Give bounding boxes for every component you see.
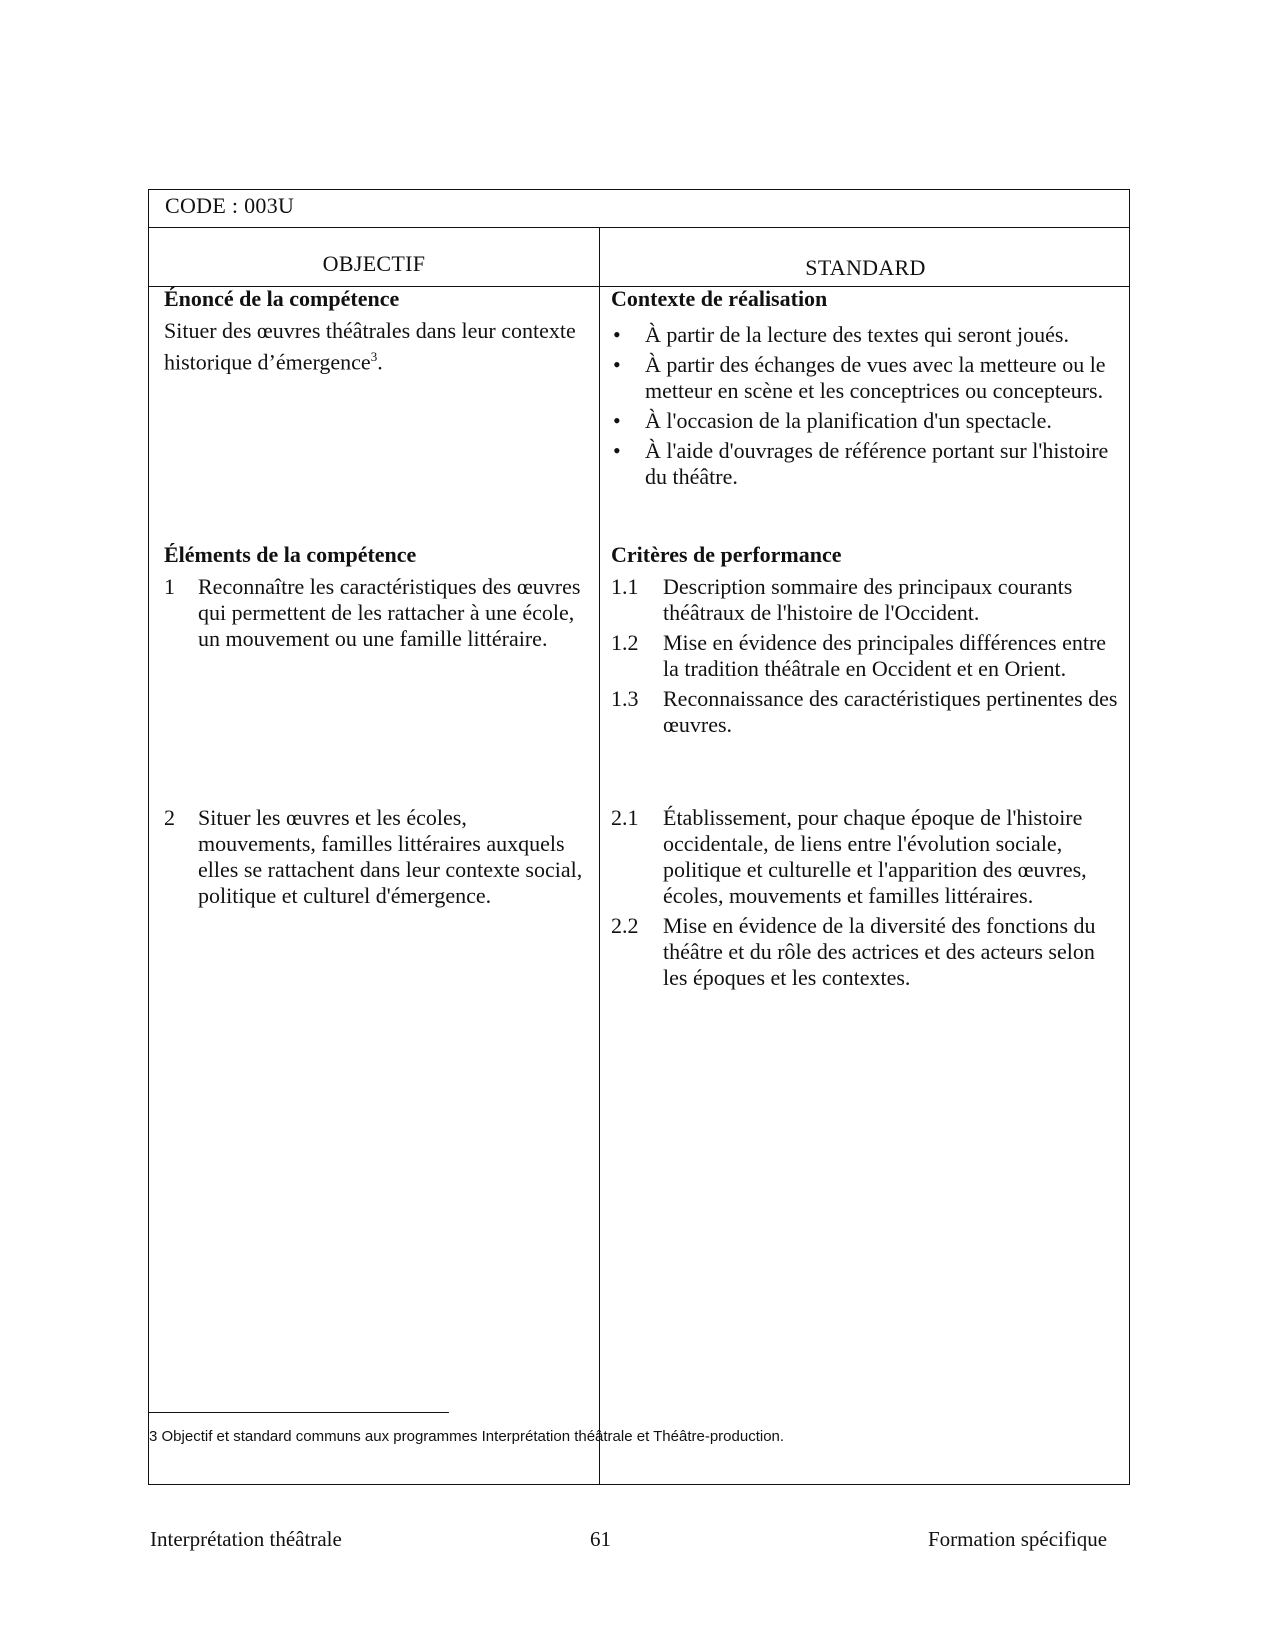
bullet-icon: • [613,352,621,377]
element-number: 1 [164,574,175,599]
contexte-item [611,322,1121,348]
critere-number: 2.2 [611,913,639,938]
enonce-text: Situer des œuvres théâtrales dans leur contexte historique d’émergence [164,318,576,375]
element-number: 2 [164,805,175,830]
column-divider [599,228,600,1484]
critere-item [611,630,1121,682]
critere-text: Mise en évidence des principales différences entre la tradition théâtrale en Occident et en Orient. [663,630,1107,681]
critere-number: 1.2 [611,630,639,655]
critere-item [611,574,1121,626]
elements-title: Éléments de la compétence [164,542,417,567]
element-item [164,805,589,909]
contexte-item-text: À l'aide d'ouvrages de référence portant sur l'histoire du théâtre. [645,438,1109,489]
code-row [149,190,1129,228]
contexte-title: Contexte de réalisation [611,286,828,311]
enonce-title: Énoncé de la compétence [164,286,400,311]
competency-code: CODE : 003U [165,193,295,218]
contexte-item [611,408,1121,434]
critere-number: 2.1 [611,805,639,830]
element-text: Situer les œuvres et les écoles, mouvements, familles littéraires auxquels elles se rattachent dans leur contexte social, politique et culturel d'émergence. [198,805,583,908]
element-item [164,574,589,652]
footnote-rule [149,1412,449,1413]
page-number: 61 [590,1527,611,1551]
critere-number: 1.1 [611,574,639,599]
objectif-header: OBJECTIF [322,251,426,276]
contexte-item [611,352,1121,404]
footer-program: Interprétation théâtrale [150,1527,342,1551]
critere-item [611,913,1121,991]
standard-header: STANDARD [805,255,926,280]
critere-text: Reconnaissance des caractéristiques pertinentes des œuvres. [663,686,1118,737]
bullet-icon: • [613,438,621,463]
element-item-2-wrap [164,805,589,909]
critere-text: Établissement, pour chaque époque de l'histoire occidentale, de liens entre l'évolution sociale, politique et culturelle et l'apparition des œuvres, écoles, mouvements et familles littéraires. [663,805,1087,908]
elements-section [164,542,589,652]
bullet-icon: • [613,322,621,347]
footer-section: Formation spécifique [928,1527,1108,1551]
footnote-ref: 3 [370,349,378,364]
criteres-section-2 [611,805,1121,995]
critere-text: Mise en évidence de la diversité des fonctions du théâtre et du rôle des actrices et des acteurs selon les époques et les contextes. [663,913,1096,990]
contexte-item-text: À l'occasion de la planification d'un spectacle. [645,408,1052,433]
critere-text: Description sommaire des principaux courants théâtraux de l'histoire de l'Occident. [663,574,1073,625]
enonce-section [164,286,589,375]
contexte-list [611,322,1121,490]
enonce-end: . [377,349,383,375]
contexte-item-text: À partir de la lecture des textes qui seront joués. [645,322,1069,347]
contexte-section [611,286,1121,494]
footnote: 3 Objectif et standard communs aux programmes Interprétation théâtrale et Théâtre-production. [149,1428,785,1445]
criteres-section [611,542,1121,742]
competency-table [148,189,1130,1485]
element-text: Reconnaître les caractéristiques des œuvres qui permettent de les rattacher à une école, un mouvement ou une famille littéraire. [198,574,581,651]
contexte-item [611,438,1121,490]
bullet-icon: • [613,408,621,433]
critere-item [611,805,1121,909]
criteres-title: Critères de performance [611,542,842,567]
enonce-paragraph [164,318,589,375]
critere-number: 1.3 [611,686,639,711]
critere-item [611,686,1121,738]
contexte-item-text: À partir des échanges de vues avec la metteure ou le metteur en scène et les conceptrices ou concepteurs. [645,352,1106,403]
